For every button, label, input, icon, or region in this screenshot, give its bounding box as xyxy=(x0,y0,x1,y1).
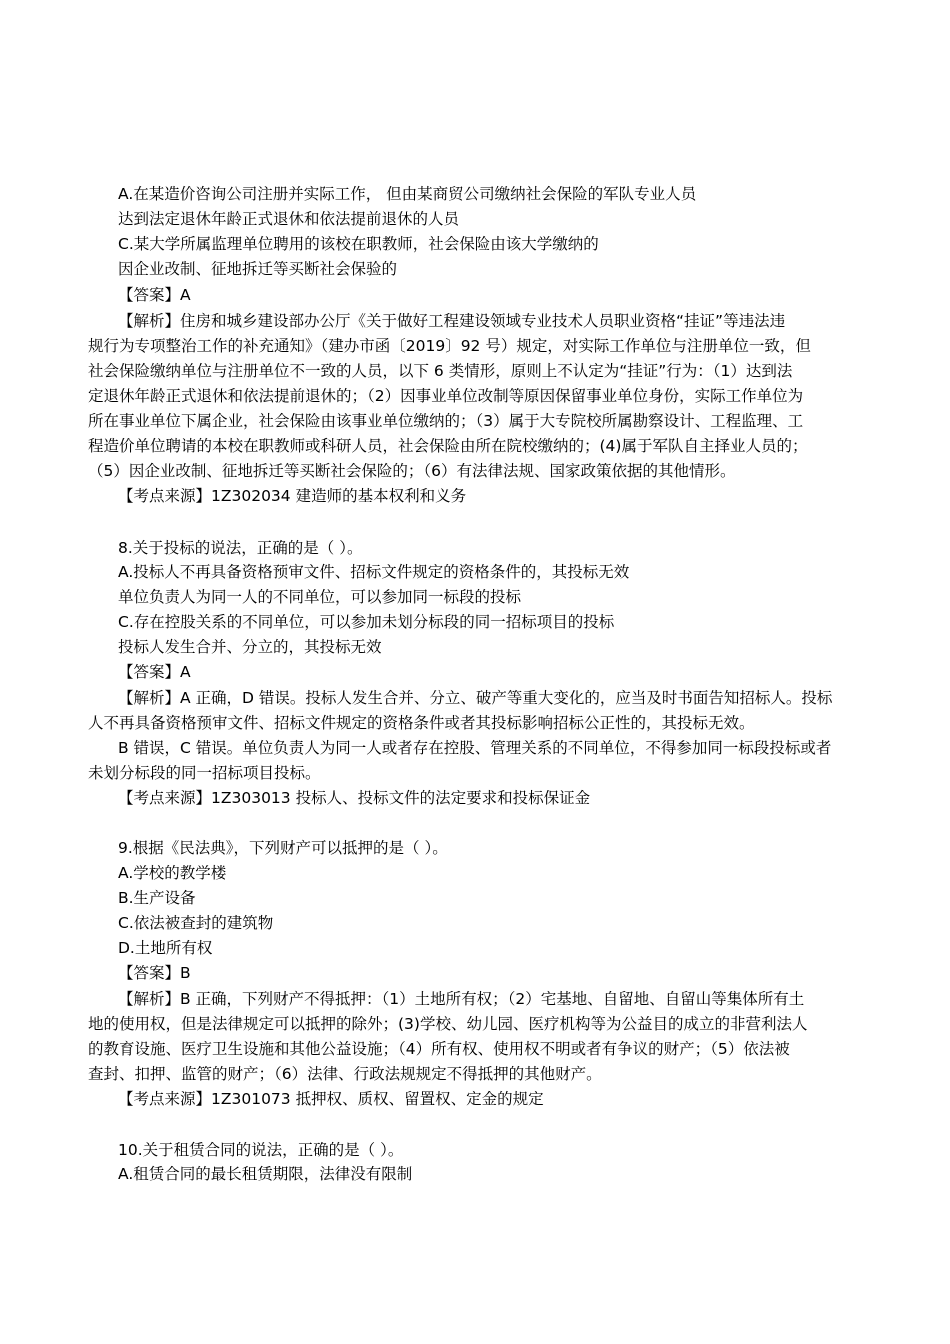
q9-option-c: C.依法被查封的建筑物 xyxy=(118,914,274,932)
q7-source: 【考点来源】1Z302034 建造师的基本权利和义务 xyxy=(118,487,467,505)
q9-source: 【考点来源】1Z301073 抵押权、质权、留置权、定金的规定 xyxy=(118,1090,544,1108)
q9-analysis-line: 的教育设施、医疗卫生设施和其他公益设施；（4）所有权、使用权不明或者有争议的财产；（5）依法被 xyxy=(88,1040,790,1058)
q7-option-c: C.某大学所属监理单位聘用的该校在职教师，社会保险由该大学缴纳的 xyxy=(118,235,599,253)
q10-option-a: A.租赁合同的最长租赁期限，法律没有限制 xyxy=(118,1165,413,1183)
q9-analysis-line: 【解析】B 正确，下列财产不得抵押：（1）土地所有权；（2）宅基地、自留地、自留山等集体所有土 xyxy=(118,990,805,1008)
q8-option-c: C.存在控股关系的不同单位，可以参加未划分标段的同一招标项目的投标 xyxy=(118,613,615,631)
q7-option-d: 因企业改制、征地拆迁等买断社会保验的 xyxy=(118,260,398,278)
q7-analysis-line: 规行为专项整治工作的补充通知》（建办市函〔2019〕92 号）规定，对实际工作单位与注册单位一致，但 xyxy=(88,337,811,355)
q8-analysis-line: 未划分标段的同一招标项目投标。 xyxy=(88,764,321,782)
q8-analysis-line: B 错误，C 错误。单位负责人为同一人或者存在控股、管理关系的不同单位，不得参加同一标段投标或者 xyxy=(118,739,832,757)
q9-analysis-line: 查封、扣押、监管的财产；（6）法律、行政法规规定不得抵押的其他财产。 xyxy=(88,1065,602,1083)
q9-stem: 9.根据《民法典》，下列财产可以抵押的是（ ）。 xyxy=(118,839,448,857)
q7-analysis-line: 【解析】住房和城乡建设部办公厅《关于做好工程建设领域专业技术人员职业资格“挂证”等违法违 xyxy=(118,312,786,330)
q7-answer: 【答案】A xyxy=(118,286,191,304)
q10-stem: 10.关于租赁合同的说法，正确的是（ ）。 xyxy=(118,1141,404,1159)
q8-analysis-line: 【解析】A 正确，D 错误。投标人发生合并、分立、破产等重大变化的，应当及时书面告知招标人。投标 xyxy=(118,689,833,707)
q7-option-b: 达到法定退休年龄正式退休和依法提前退休的人员 xyxy=(118,210,460,228)
q9-option-d: D.土地所有权 xyxy=(118,939,213,957)
q9-option-b: B.生产设备 xyxy=(118,889,196,907)
q7-analysis-line: 定退休年龄正式退休和依法提前退休的；（2）因事业单位改制等原因保留事业单位身份，实际工作单位为 xyxy=(88,387,804,405)
q7-option-a: A.在某造价咨询公司注册并实际工作， 但由某商贸公司缴纳社会保险的军队专业人员 xyxy=(118,185,697,203)
q7-analysis-line: 所在事业单位下属企业，社会保险由该事业单位缴纳的；（3）属于大专院校所属勘察设计、工程监理、工 xyxy=(88,412,804,430)
q7-analysis-line: （5）因企业改制、征地拆迁等买断社会保险的；（6）有法律法规、国家政策依据的其他情形。 xyxy=(88,462,736,480)
q7-analysis-line: 社会保险缴纳单位与注册单位不一致的人员，以下 6 类情形，原则上不认定为“挂证”行为：（1）达到法 xyxy=(88,362,793,380)
q8-option-b: 单位负责人为同一人的不同单位，可以参加同一标段的投标 xyxy=(118,588,522,606)
q8-option-d: 投标人发生合并、分立的，其投标无效 xyxy=(118,638,382,656)
q8-analysis-line: 人不再具备资格预审文件、招标文件规定的资格条件或者其投标影响招标公正性的，其投标无效。 xyxy=(88,714,755,732)
q8-source: 【考点来源】1Z303013 投标人、投标文件的法定要求和投标保证金 xyxy=(118,789,591,807)
q8-option-a: A.投标人不再具备资格预审文件、招标文件规定的资格条件的，其投标无效 xyxy=(118,563,630,581)
q9-analysis-line: 地的使用权，但是法律规定可以抵押的除外；(3)学校、幼儿园、医疗机构等为公益目的成立的非营利法人 xyxy=(88,1015,808,1033)
q8-answer: 【答案】A xyxy=(118,663,191,681)
q8-stem: 8.关于投标的说法，正确的是（ ）。 xyxy=(118,539,363,557)
q9-answer: 【答案】B xyxy=(118,964,191,982)
q7-analysis-line: 程造价单位聘请的本校在职教师或科研人员，社会保险由所在院校缴纳的；(4)属于军队自主择业人员的； xyxy=(88,437,808,455)
q9-option-a: A.学校的教学楼 xyxy=(118,864,227,882)
